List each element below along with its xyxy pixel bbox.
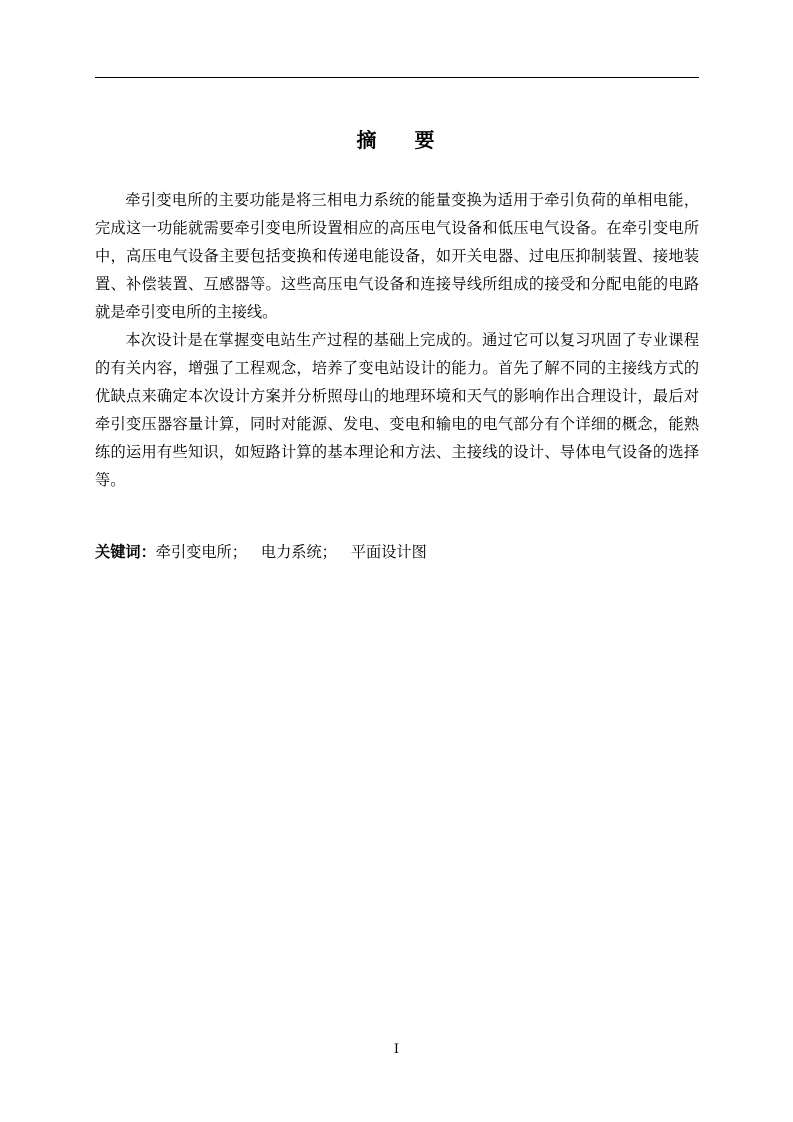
page-number: I: [393, 1042, 400, 1057]
abstract-paragraph-2: 本次设计是在掌握变电站生产过程的基础上完成的。通过它可以复习巩固了专业课程的有关内容，增强了工程观念，培养了变电站设计的能力。首先了解不同的主接线方式的优缺点来确定本次设计方案并分析照母山的地理环境和天气的影响作出合理设计，最后对牵引变压器容量计算，同时对能源、发电、变电和输电的电气部分有个详细的概念，能熟练的运用有些知识，如短路计算的基本理论和方法、主接线的设计、导体电气设备的选择等。: [95, 331, 699, 489]
title-char-1: 摘: [356, 128, 379, 152]
keyword-item: 电力系统；: [260, 543, 337, 561]
header-rule: [95, 77, 699, 78]
keywords-label: 关键词：: [95, 543, 156, 561]
title-char-2: 要: [414, 128, 437, 152]
keyword-item: 平面设计图: [350, 543, 427, 561]
abstract-paragraph-1: 牵引变电所的主要功能是将三相电力系统的能量变换为适用于牵引负荷的单相电能，完成这一功能就需要牵引变电所设置相应的高压电气设备和低压电气设备。在牵引变电所中，高压电气设备主要包括变换和传递电能设备，如开关电器、过电压抑制装置、接地装置、补偿装置、互感器等。这些高压电气设备和连接导线所组成的接受和分配电能的电路就是牵引变电所的主接线。: [95, 191, 699, 321]
keywords-line: [95, 538, 699, 566]
keyword-item: 牵引变电所；: [155, 543, 247, 561]
page-title: [0, 126, 793, 154]
abstract-body: [95, 186, 699, 494]
